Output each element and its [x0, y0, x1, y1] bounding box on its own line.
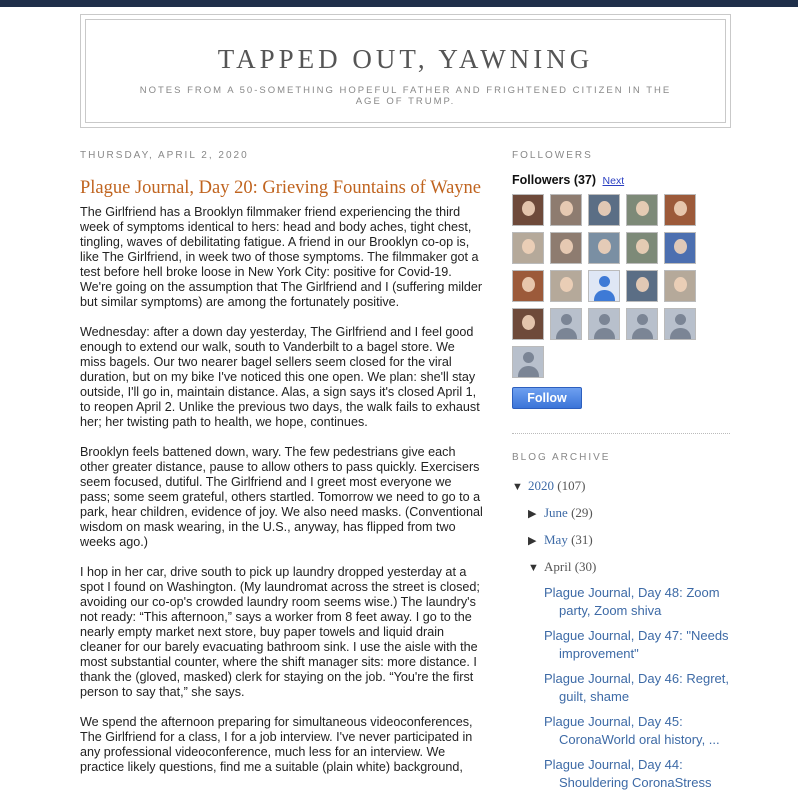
blog-description: NOTES FROM A 50-SOMETHING HOPEFUL FATHER AND FRIGHTENED CITIZEN IN THE AGE OF TRUMP.: [139, 85, 672, 107]
archive-post-line: Plague Journal, Day 47: "Needs: [544, 628, 729, 643]
archive-post-line: guilt, shame: [559, 689, 630, 704]
top-bar: [0, 0, 798, 7]
follower-avatar[interactable]: [626, 270, 658, 302]
main-column: [80, 150, 484, 790]
follower-avatar[interactable]: [588, 270, 620, 302]
follower-avatar[interactable]: [550, 308, 582, 340]
archive-post-line: Plague Journal, Day 44:: [544, 757, 683, 772]
follower-avatar[interactable]: [626, 232, 658, 264]
follower-avatar[interactable]: [512, 346, 544, 378]
follower-avatar[interactable]: [664, 270, 696, 302]
post-paragraph: Brooklyn feels battened down, wary. The few pedestrians give each other greater distance, pause to allow others to pass quickly. Exercisers seem focused, dutiful. The Girlfriend and I greet most everyone we pass; some seem grateful, others startled. Tomorrow we need to go to a park, hear children, evidence of joy. We also need masks. (Conventional wisdom on mask wearing, in the U.S., anyway, has flipped from two weeks ago.): [80, 445, 483, 549]
post-body: [80, 205, 484, 775]
post-paragraph: Wednesday: after a down day yesterday, The Girlfriend and I feel good enough to extend our walk, south to Vanderbilt to a bagel store. We miss bagels. Our two nearer bagel sellers seem closed for the viral duration, but on my bike I've noticed this one open. We plan: she'll stay outside, I'll go in, maintain distance. Alas, a sign says it's closed April 1, to reopen April 2. Unlike the previous two days, the walk fails to exhaust her; her twisting path to health, we hope, continues.: [80, 325, 480, 429]
archive-post-line: CoronaWorld oral history, ...: [559, 732, 720, 747]
follower-avatar[interactable]: [550, 232, 582, 264]
archive-post-link[interactable]: [544, 627, 732, 663]
post-paragraph: I hop in her car, drive south to pick up laundry dropped yesterday at a spot I found on Washington. (My laundromat across the street is closed; avoiding our co-op's crowded laundry room seems wise.) The laundry's not ready: “This afternoon,” says a worker from 8 feet away. I go to the nearly empty market next store, buy paper towels and liquid drain cleaner for our barely evacuating bathroom sink. I use the aisle with the most substantial counter, where the shift manager sits: more distance. I thank the (gloved, masked) clerk for staying on the job. “You're the first person to say that,” she says.: [80, 565, 480, 699]
blog-title[interactable]: TAPPED OUT, YAWNING: [217, 44, 594, 74]
triangle-right-icon[interactable]: ▶: [528, 508, 537, 520]
archive-month-may: [512, 527, 730, 554]
archive-post-link[interactable]: [544, 584, 732, 620]
follower-avatar[interactable]: [588, 308, 620, 340]
follow-button[interactable]: Follow: [512, 387, 582, 409]
triangle-down-icon[interactable]: ▼: [512, 481, 523, 493]
follower-avatar[interactable]: [626, 194, 658, 226]
archive-month-count: (30): [574, 559, 597, 574]
sidebar: [512, 150, 730, 799]
archive-month-count: (29): [571, 505, 593, 520]
archive-month-link[interactable]: April: [544, 559, 572, 574]
follower-avatar[interactable]: [664, 232, 696, 264]
post-paragraph: The Girlfriend has a Brooklyn filmmaker friend experiencing the third week of symptoms identical to hers: head and body aches, tight chest, tingling, waves of debilitating fatigue. A friend in our Brooklyn co-op is, like The Girlfriend, in week two of those symptoms. The filmmaker got a test before hell broke loose in New York City: positive for Covid-19. We're going on the assumption that The Girlfriend and I (suffering milder but similar symptoms) are among the fortunately positive.: [80, 205, 483, 309]
follower-avatar[interactable]: [512, 308, 544, 340]
follower-avatar[interactable]: [512, 270, 544, 302]
archive-post-line: Plague Journal, Day 46: Regret,: [544, 671, 729, 686]
archive-month-link[interactable]: May: [544, 532, 568, 547]
archive-post-link[interactable]: [544, 670, 732, 706]
follower-avatar[interactable]: [588, 232, 620, 264]
archive-post-link[interactable]: [544, 713, 732, 749]
followers-label: [512, 173, 730, 187]
archive-post-list: [512, 584, 730, 792]
archive-post-line: improvement": [559, 646, 639, 661]
triangle-right-icon[interactable]: ▶: [528, 535, 537, 547]
follower-avatar-grid: [512, 194, 702, 384]
blog-archive: [512, 452, 730, 792]
follower-avatar[interactable]: [512, 232, 544, 264]
follower-avatar[interactable]: [550, 270, 582, 302]
blog-header: [80, 14, 731, 128]
archive-year-count: (107): [557, 478, 586, 493]
follower-avatar[interactable]: [664, 308, 696, 340]
archive-post-line: Plague Journal, Day 48: Zoom: [544, 585, 720, 600]
archive-post-line: Shouldering CoronaStress: [559, 775, 712, 790]
post-date: THURSDAY, APRIL 2, 2020: [80, 150, 249, 161]
archive-year-link[interactable]: 2020: [528, 478, 554, 493]
post-paragraph: We spend the afternoon preparing for simultaneous videoconferences, The Girlfriend for a class, I for a job interview. I've never participated in any professional videoconference, much less for an interview. We practice likely questions, find me a suitable (plain white) background,: [80, 715, 473, 774]
followers-next-link[interactable]: Next: [602, 175, 625, 187]
archive-post-line: Plague Journal, Day 45:: [544, 714, 683, 729]
follower-avatar[interactable]: [550, 194, 582, 226]
archive-month-count: (31): [571, 532, 593, 547]
sidebar-divider: [512, 433, 730, 434]
archive-month-april: [512, 554, 730, 581]
blog-header-inner: [85, 19, 726, 123]
followers-count-label: Followers (37): [512, 173, 597, 187]
archive-heading: BLOG ARCHIVE: [512, 452, 611, 463]
archive-list: [512, 473, 730, 581]
triangle-down-icon[interactable]: ▼: [528, 562, 539, 574]
follower-avatar[interactable]: [664, 194, 696, 226]
follower-avatar[interactable]: [588, 194, 620, 226]
follower-avatar[interactable]: [512, 194, 544, 226]
archive-post-line: party, Zoom shiva: [559, 603, 662, 618]
post-title[interactable]: Plague Journal, Day 20: Grieving Fountains of Wayne: [80, 178, 481, 198]
archive-month-link[interactable]: June: [544, 505, 568, 520]
follower-avatar[interactable]: [626, 308, 658, 340]
followers-heading: FOLLOWERS: [512, 150, 593, 161]
archive-month-june: [512, 500, 730, 527]
archive-post-link[interactable]: [544, 756, 732, 792]
archive-year-2020: [512, 473, 730, 500]
